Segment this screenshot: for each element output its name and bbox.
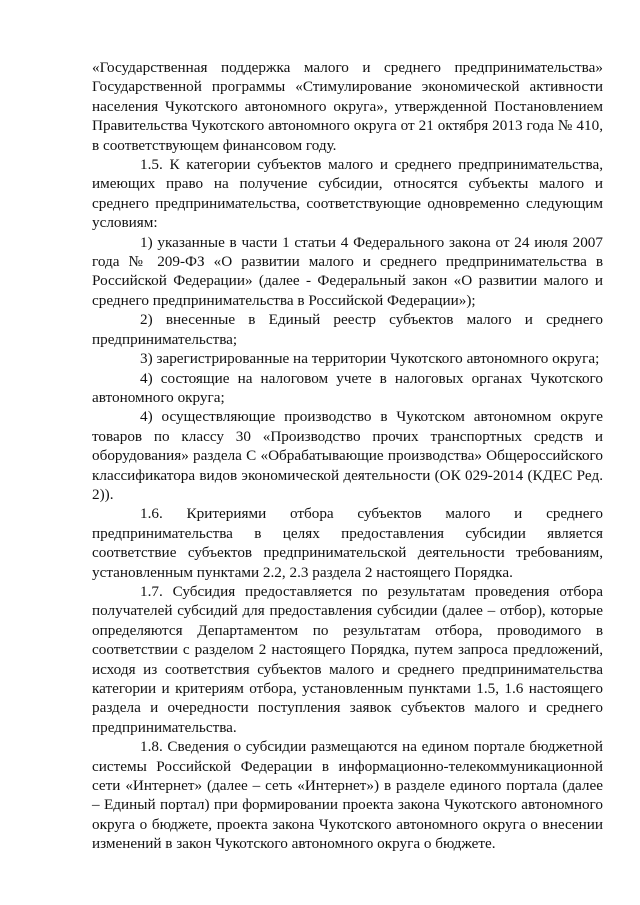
document-page (92, 58, 603, 854)
list-item-condition-4b: 4) осуществляющие производство в Чукотском автономном округе товаров по классу 30 «Производство прочих транспортных средств и оборудования» раздела С «Обрабатывающие производства» Общероссийского классификатора видов экономической деятельности (ОК 029-2014 (КДЕС Ред. 2)). (92, 408, 603, 503)
list-item-condition-3: 3) зарегистрированные на территории Чукотского автономного округа; (140, 350, 600, 368)
list-item-condition-4a: 4) состоящие на налоговом учете в налоговых органах Чукотского автономного округа; (92, 369, 603, 406)
paragraph-1-5: 1.5. К категории субъектов малого и среднего предпринимательства, имеющих право на получение субсидии, относятся субъекты малого и среднего предпринимательства, соответствующие одновременно следующим условиям: (92, 156, 603, 232)
list-item-condition-1: 1) указанные в части 1 статьи 4 Федерального закона от 24 июля 2007 года № 209-ФЗ «О развитии малого и среднего предпринимательства в Российской Федерации» (далее - Федеральный закон «О развитии малого и среднего предпринимательства в Российской Федерации»); (92, 233, 603, 309)
list-item-condition-2: 2) внесенные в Единый реестр субъектов малого и среднего предпринимательства; (92, 311, 603, 348)
paragraph-1-7: 1.7. Субсидия предоставляется по результатам проведения отбора получателей субсидий для предоставления субсидии (далее – отбор), которые определяются Департаментом по результатам отбора, проводимого в соответствии с разделом 2 настоящего Порядка, путем запроса предложений, исходя из соответствия субъектов малого и среднего предпринимательства категории и критериям отбора, установленным пунктами 1.5, 1.6 настоящего раздела и очередности поступления заявок субъектов малого и среднего предпринимательства. (92, 582, 603, 736)
paragraph-1-8: 1.8. Сведения о субсидии размещаются на едином портале бюджетной системы Российской Федерации в информационно-телекоммуникационной сети «Интернет» (далее – сеть «Интернет») в разделе единого портала (далее – Единый портал) при формировании проекта закона Чукотского автономного округа о бюджете, проекта закона Чукотского автономного округа о внесении изменений в закон Чукотского автономного округа о бюджете. (92, 738, 603, 853)
paragraph-1-6: 1.6. Критериями отбора субъектов малого и среднего предпринимательства в целях предоставления субсидии является соответствие субъектов предпринимательской деятельности требованиям, установленным пунктами 2.2, 2.3 раздела 2 настоящего Порядка. (92, 505, 603, 581)
paragraph-continuation: «Государственная поддержка малого и среднего предпринимательства» Государственной программы «Стимулирование экономической активности населения Чукотского автономного округа», утвержденной Постановлением Правительства Чукотского автономного округа от 21 октября 2013 года № 410, в соответствующем финансовом году. (92, 59, 603, 154)
